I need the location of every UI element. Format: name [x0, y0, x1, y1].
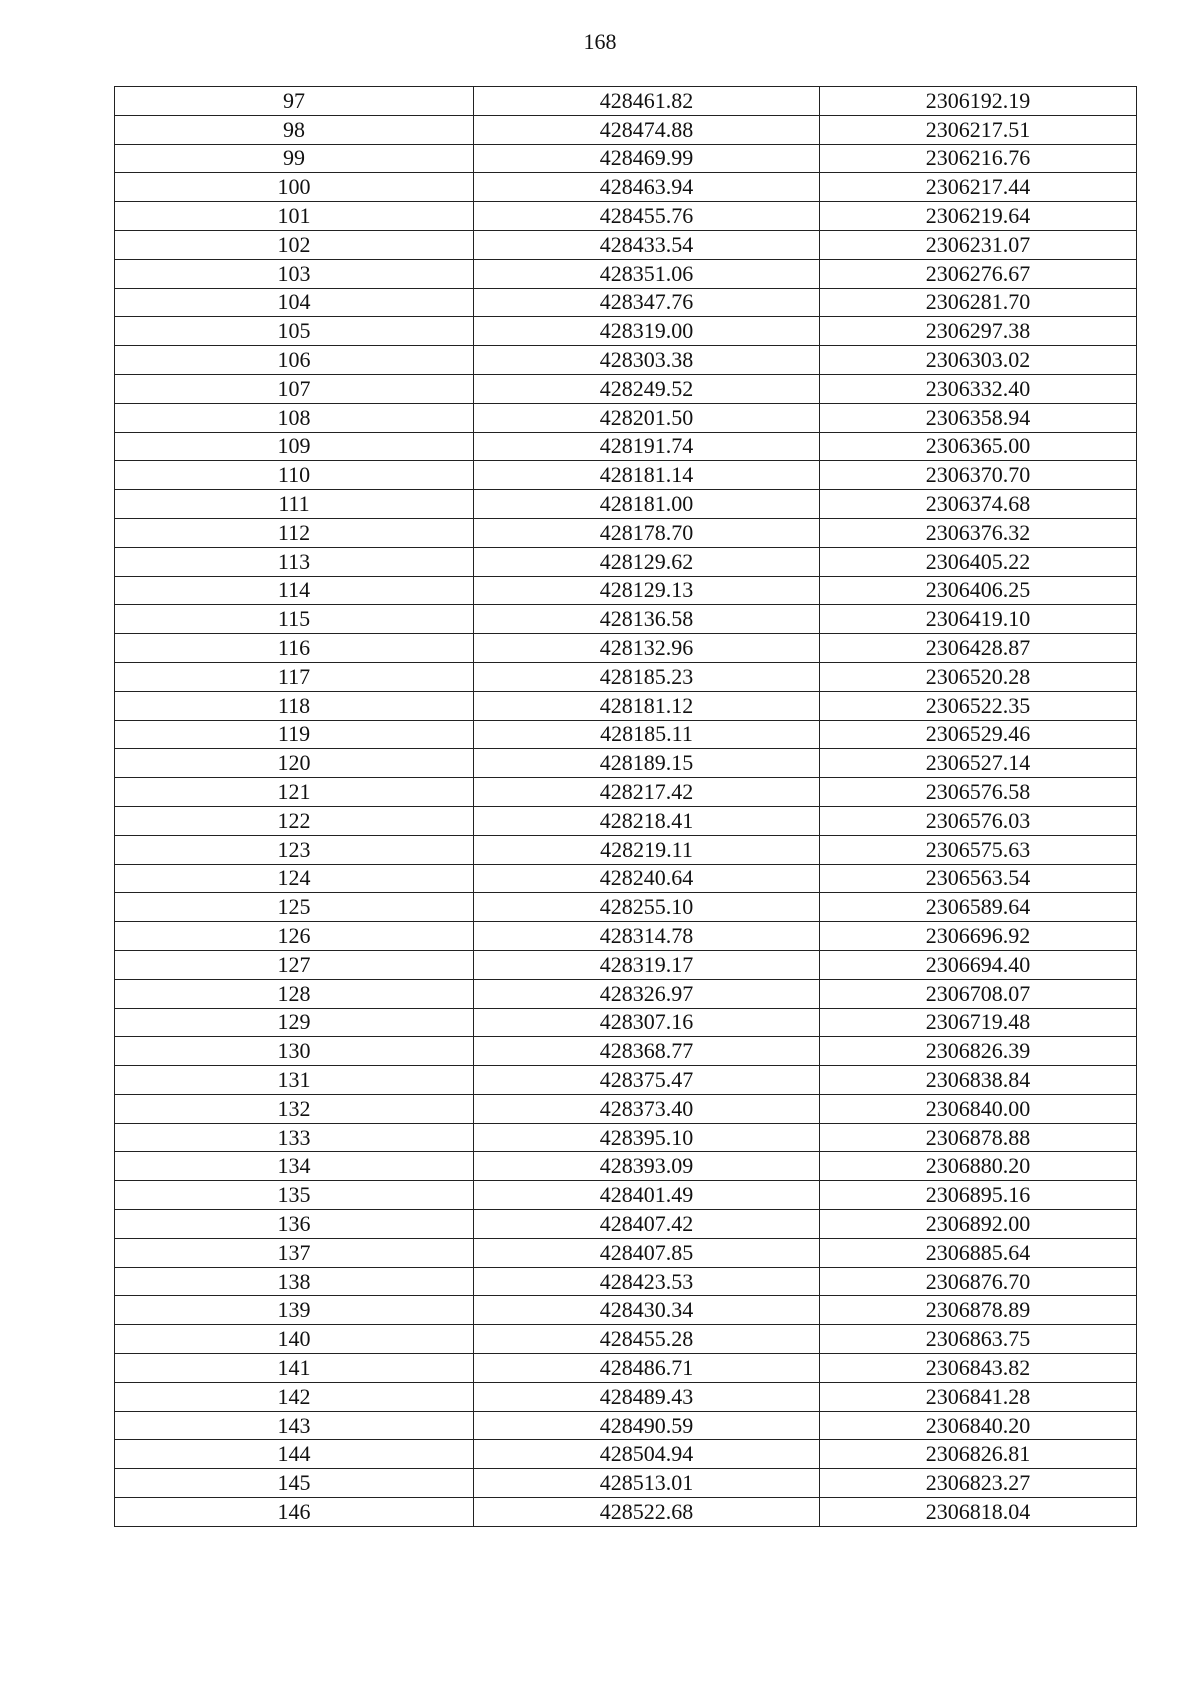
point-number-cell: 134 [115, 1152, 474, 1181]
table-row [115, 346, 1137, 375]
table-row [115, 691, 1137, 720]
y-coordinate-cell: 2306589.64 [820, 893, 1137, 922]
point-number-cell: 123 [115, 835, 474, 864]
point-number-cell: 135 [115, 1181, 474, 1210]
y-coordinate-cell: 2306841.28 [820, 1382, 1137, 1411]
table-row [115, 950, 1137, 979]
x-coordinate-cell: 428314.78 [474, 922, 820, 951]
y-coordinate-cell: 2306217.51 [820, 115, 1137, 144]
table-row [115, 1152, 1137, 1181]
point-number-cell: 117 [115, 662, 474, 691]
y-coordinate-cell: 2306231.07 [820, 230, 1137, 259]
y-coordinate-cell: 2306365.00 [820, 432, 1137, 461]
table-row [115, 547, 1137, 576]
table-row [115, 979, 1137, 1008]
table-row [115, 1296, 1137, 1325]
point-number-cell: 128 [115, 979, 474, 1008]
y-coordinate-cell: 2306428.87 [820, 634, 1137, 663]
y-coordinate-cell: 2306576.03 [820, 806, 1137, 835]
page-number: 168 [583, 29, 617, 54]
y-coordinate-cell: 2306405.22 [820, 547, 1137, 576]
y-coordinate-cell: 2306332.40 [820, 374, 1137, 403]
point-number-cell: 114 [115, 576, 474, 605]
x-coordinate-cell: 428326.97 [474, 979, 820, 1008]
x-coordinate-cell: 428455.76 [474, 202, 820, 231]
point-number-cell: 144 [115, 1440, 474, 1469]
table-row [115, 605, 1137, 634]
point-number-cell: 98 [115, 115, 474, 144]
point-number-cell: 124 [115, 864, 474, 893]
y-coordinate-cell: 2306892.00 [820, 1210, 1137, 1239]
coordinate-table [114, 86, 1137, 1527]
table-row [115, 144, 1137, 173]
x-coordinate-cell: 428201.50 [474, 403, 820, 432]
point-number-cell: 131 [115, 1066, 474, 1095]
y-coordinate-cell: 2306840.00 [820, 1094, 1137, 1123]
x-coordinate-cell: 428407.42 [474, 1210, 820, 1239]
y-coordinate-cell: 2306217.44 [820, 173, 1137, 202]
x-coordinate-cell: 428455.28 [474, 1325, 820, 1354]
y-coordinate-cell: 2306885.64 [820, 1238, 1137, 1267]
x-coordinate-cell: 428217.42 [474, 778, 820, 807]
point-number-cell: 99 [115, 144, 474, 173]
point-number-cell: 126 [115, 922, 474, 951]
table-row [115, 1123, 1137, 1152]
y-coordinate-cell: 2306876.70 [820, 1267, 1137, 1296]
point-number-cell: 111 [115, 490, 474, 519]
point-number-cell: 125 [115, 893, 474, 922]
point-number-cell: 141 [115, 1354, 474, 1383]
table-row [115, 1498, 1137, 1527]
y-coordinate-cell: 2306696.92 [820, 922, 1137, 951]
point-number-cell: 103 [115, 259, 474, 288]
coordinate-table-body [115, 87, 1137, 1527]
table-row [115, 230, 1137, 259]
point-number-cell: 143 [115, 1411, 474, 1440]
point-number-cell: 112 [115, 518, 474, 547]
y-coordinate-cell: 2306575.63 [820, 835, 1137, 864]
table-row [115, 317, 1137, 346]
table-row [115, 1037, 1137, 1066]
table-row [115, 432, 1137, 461]
table-row [115, 490, 1137, 519]
table-row [115, 288, 1137, 317]
point-number-cell: 127 [115, 950, 474, 979]
y-coordinate-cell: 2306276.67 [820, 259, 1137, 288]
table-row [115, 1382, 1137, 1411]
y-coordinate-cell: 2306878.89 [820, 1296, 1137, 1325]
x-coordinate-cell: 428486.71 [474, 1354, 820, 1383]
y-coordinate-cell: 2306563.54 [820, 864, 1137, 893]
x-coordinate-cell: 428347.76 [474, 288, 820, 317]
point-number-cell: 136 [115, 1210, 474, 1239]
point-number-cell: 97 [115, 87, 474, 116]
point-number-cell: 104 [115, 288, 474, 317]
table-row [115, 1210, 1137, 1239]
x-coordinate-cell: 428463.94 [474, 173, 820, 202]
table-row [115, 87, 1137, 116]
x-coordinate-cell: 428218.41 [474, 806, 820, 835]
table-row [115, 518, 1137, 547]
x-coordinate-cell: 428185.23 [474, 662, 820, 691]
table-row [115, 202, 1137, 231]
point-number-cell: 121 [115, 778, 474, 807]
x-coordinate-cell: 428401.49 [474, 1181, 820, 1210]
point-number-cell: 105 [115, 317, 474, 346]
x-coordinate-cell: 428474.88 [474, 115, 820, 144]
y-coordinate-cell: 2306823.27 [820, 1469, 1137, 1498]
y-coordinate-cell: 2306863.75 [820, 1325, 1137, 1354]
x-coordinate-cell: 428393.09 [474, 1152, 820, 1181]
y-coordinate-cell: 2306529.46 [820, 720, 1137, 749]
y-coordinate-cell: 2306880.20 [820, 1152, 1137, 1181]
y-coordinate-cell: 2306708.07 [820, 979, 1137, 1008]
point-number-cell: 132 [115, 1094, 474, 1123]
x-coordinate-cell: 428307.16 [474, 1008, 820, 1037]
table-row [115, 1008, 1137, 1037]
table-row [115, 864, 1137, 893]
x-coordinate-cell: 428178.70 [474, 518, 820, 547]
table-row [115, 893, 1137, 922]
point-number-cell: 130 [115, 1037, 474, 1066]
x-coordinate-cell: 428240.64 [474, 864, 820, 893]
table-row [115, 922, 1137, 951]
x-coordinate-cell: 428129.13 [474, 576, 820, 605]
x-coordinate-cell: 428423.53 [474, 1267, 820, 1296]
x-coordinate-cell: 428504.94 [474, 1440, 820, 1469]
x-coordinate-cell: 428189.15 [474, 749, 820, 778]
point-number-cell: 108 [115, 403, 474, 432]
y-coordinate-cell: 2306838.84 [820, 1066, 1137, 1095]
y-coordinate-cell: 2306192.19 [820, 87, 1137, 116]
table-row [115, 1267, 1137, 1296]
point-number-cell: 129 [115, 1008, 474, 1037]
point-number-cell: 139 [115, 1296, 474, 1325]
x-coordinate-cell: 428219.11 [474, 835, 820, 864]
x-coordinate-cell: 428319.00 [474, 317, 820, 346]
point-number-cell: 116 [115, 634, 474, 663]
x-coordinate-cell: 428181.14 [474, 461, 820, 490]
y-coordinate-cell: 2306826.39 [820, 1037, 1137, 1066]
x-coordinate-cell: 428489.43 [474, 1382, 820, 1411]
x-coordinate-cell: 428132.96 [474, 634, 820, 663]
table-row [115, 1325, 1137, 1354]
point-number-cell: 140 [115, 1325, 474, 1354]
point-number-cell: 145 [115, 1469, 474, 1498]
table-row [115, 403, 1137, 432]
x-coordinate-cell: 428368.77 [474, 1037, 820, 1066]
point-number-cell: 102 [115, 230, 474, 259]
point-number-cell: 119 [115, 720, 474, 749]
point-number-cell: 107 [115, 374, 474, 403]
y-coordinate-cell: 2306522.35 [820, 691, 1137, 720]
y-coordinate-cell: 2306374.68 [820, 490, 1137, 519]
y-coordinate-cell: 2306406.25 [820, 576, 1137, 605]
x-coordinate-cell: 428513.01 [474, 1469, 820, 1498]
x-coordinate-cell: 428181.00 [474, 490, 820, 519]
point-number-cell: 110 [115, 461, 474, 490]
x-coordinate-cell: 428375.47 [474, 1066, 820, 1095]
y-coordinate-cell: 2306303.02 [820, 346, 1137, 375]
table-row [115, 1411, 1137, 1440]
point-number-cell: 118 [115, 691, 474, 720]
point-number-cell: 100 [115, 173, 474, 202]
table-row [115, 1354, 1137, 1383]
table-row [115, 720, 1137, 749]
x-coordinate-cell: 428407.85 [474, 1238, 820, 1267]
y-coordinate-cell: 2306694.40 [820, 950, 1137, 979]
x-coordinate-cell: 428255.10 [474, 893, 820, 922]
x-coordinate-cell: 428136.58 [474, 605, 820, 634]
x-coordinate-cell: 428461.82 [474, 87, 820, 116]
table-row [115, 749, 1137, 778]
table-row [115, 806, 1137, 835]
table-row [115, 662, 1137, 691]
point-number-cell: 122 [115, 806, 474, 835]
x-coordinate-cell: 428433.54 [474, 230, 820, 259]
point-number-cell: 146 [115, 1498, 474, 1527]
point-number-cell: 133 [115, 1123, 474, 1152]
table-row [115, 634, 1137, 663]
table-row [115, 1238, 1137, 1267]
point-number-cell: 137 [115, 1238, 474, 1267]
table-row [115, 173, 1137, 202]
x-coordinate-cell: 428430.34 [474, 1296, 820, 1325]
y-coordinate-cell: 2306719.48 [820, 1008, 1137, 1037]
point-number-cell: 120 [115, 749, 474, 778]
y-coordinate-cell: 2306297.38 [820, 317, 1137, 346]
point-number-cell: 115 [115, 605, 474, 634]
y-coordinate-cell: 2306878.88 [820, 1123, 1137, 1152]
table-row [115, 259, 1137, 288]
table-row [115, 461, 1137, 490]
y-coordinate-cell: 2306895.16 [820, 1181, 1137, 1210]
y-coordinate-cell: 2306520.28 [820, 662, 1137, 691]
y-coordinate-cell: 2306419.10 [820, 605, 1137, 634]
point-number-cell: 106 [115, 346, 474, 375]
x-coordinate-cell: 428249.52 [474, 374, 820, 403]
table-row [115, 374, 1137, 403]
table-row [115, 835, 1137, 864]
y-coordinate-cell: 2306370.70 [820, 461, 1137, 490]
x-coordinate-cell: 428319.17 [474, 950, 820, 979]
table-row [115, 1066, 1137, 1095]
x-coordinate-cell: 428129.62 [474, 547, 820, 576]
y-coordinate-cell: 2306576.58 [820, 778, 1137, 807]
y-coordinate-cell: 2306826.81 [820, 1440, 1137, 1469]
x-coordinate-cell: 428469.99 [474, 144, 820, 173]
point-number-cell: 109 [115, 432, 474, 461]
point-number-cell: 138 [115, 1267, 474, 1296]
y-coordinate-cell: 2306527.14 [820, 749, 1137, 778]
y-coordinate-cell: 2306281.70 [820, 288, 1137, 317]
x-coordinate-cell: 428181.12 [474, 691, 820, 720]
x-coordinate-cell: 428191.74 [474, 432, 820, 461]
x-coordinate-cell: 428303.38 [474, 346, 820, 375]
point-number-cell: 142 [115, 1382, 474, 1411]
x-coordinate-cell: 428395.10 [474, 1123, 820, 1152]
table-row [115, 115, 1137, 144]
x-coordinate-cell: 428351.06 [474, 259, 820, 288]
table-row [115, 576, 1137, 605]
y-coordinate-cell: 2306219.64 [820, 202, 1137, 231]
table-row [115, 1181, 1137, 1210]
y-coordinate-cell: 2306843.82 [820, 1354, 1137, 1383]
y-coordinate-cell: 2306358.94 [820, 403, 1137, 432]
y-coordinate-cell: 2306818.04 [820, 1498, 1137, 1527]
table-row [115, 778, 1137, 807]
table-row [115, 1440, 1137, 1469]
x-coordinate-cell: 428185.11 [474, 720, 820, 749]
x-coordinate-cell: 428373.40 [474, 1094, 820, 1123]
point-number-cell: 101 [115, 202, 474, 231]
point-number-cell: 113 [115, 547, 474, 576]
y-coordinate-cell: 2306376.32 [820, 518, 1137, 547]
y-coordinate-cell: 2306840.20 [820, 1411, 1137, 1440]
y-coordinate-cell: 2306216.76 [820, 144, 1137, 173]
x-coordinate-cell: 428490.59 [474, 1411, 820, 1440]
x-coordinate-cell: 428522.68 [474, 1498, 820, 1527]
table-row [115, 1469, 1137, 1498]
table-row [115, 1094, 1137, 1123]
